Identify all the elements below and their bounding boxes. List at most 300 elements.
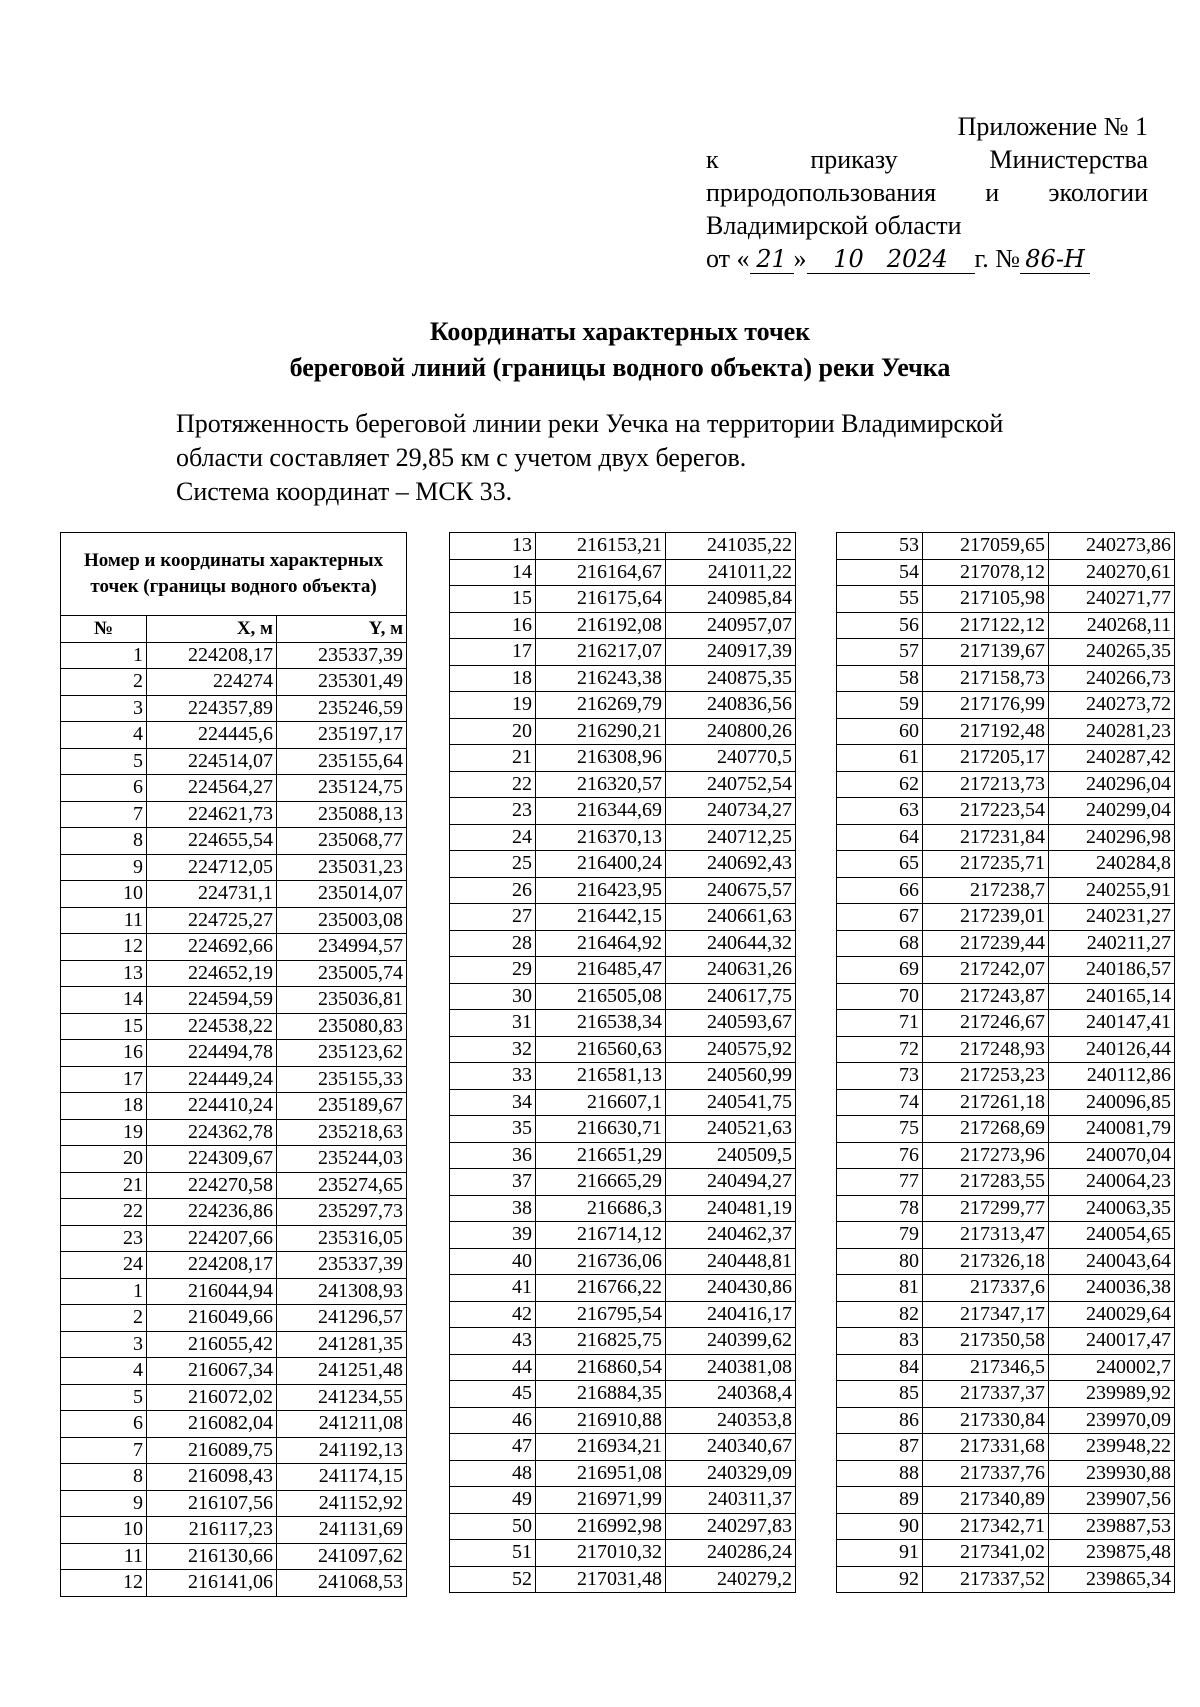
table-row [837,904,1175,931]
table-row [450,1328,796,1355]
point-number-cell: 30 [450,983,536,1010]
point-number-cell: 29 [450,957,536,984]
y-coordinate-cell: 235301,49 [277,669,407,696]
table-row [450,1222,796,1249]
table-row [837,745,1175,772]
x-coordinate-cell: 217158,73 [923,665,1049,692]
x-coordinate-cell: 216072,02 [147,1384,277,1411]
y-coordinate-cell: 240800,26 [666,718,796,745]
point-number-cell: 62 [837,771,923,798]
table-row [450,1540,796,1567]
x-coordinate-cell: 216117,23 [147,1517,277,1544]
point-number-cell: 60 [837,718,923,745]
table-row [61,1199,407,1226]
intro-line-2: области составляет 29,85 км с учетом двух берегов. [176,443,747,472]
point-number-cell: 18 [61,1093,147,1120]
point-number-cell: 59 [837,692,923,719]
table-row [450,559,796,586]
y-coordinate-cell: 234994,57 [277,934,407,961]
point-number-cell: 54 [837,559,923,586]
x-coordinate-cell: 216971,99 [536,1487,666,1514]
x-coordinate-cell: 216464,92 [536,930,666,957]
point-number-cell: 63 [837,798,923,825]
table-row [450,1036,796,1063]
x-coordinate-cell: 224207,66 [147,1225,277,1252]
table-row [450,1248,796,1275]
x-coordinate-cell: 216370,13 [536,824,666,851]
point-number-cell: 78 [837,1195,923,1222]
x-coordinate-cell: 217283,55 [923,1169,1049,1196]
table-row [837,559,1175,586]
y-coordinate-cell: 239989,92 [1049,1381,1175,1408]
x-coordinate-cell: 224208,17 [147,642,277,669]
point-number-cell: 37 [450,1169,536,1196]
table-row [837,1354,1175,1381]
x-coordinate-cell: 216067,34 [147,1358,277,1385]
table-row [450,877,796,904]
y-coordinate-cell: 240329,09 [666,1460,796,1487]
x-coordinate-cell: 216795,54 [536,1301,666,1328]
table-row [837,639,1175,666]
table-row [61,801,407,828]
table-row [837,1116,1175,1143]
x-coordinate-cell: 224514,07 [147,748,277,775]
point-number-cell: 2 [61,1305,147,1332]
date-month: 10 [833,245,864,273]
x-coordinate-cell: 224445,6 [147,722,277,749]
appendix-word: и [985,178,1000,207]
x-coordinate-cell: 224564,27 [147,775,277,802]
x-coordinate-cell: 224655,54 [147,828,277,855]
x-coordinate-cell: 224652,19 [147,960,277,987]
table-row [61,960,407,987]
table-row [61,1384,407,1411]
point-number-cell: 20 [450,718,536,745]
x-coordinate-cell: 217350,58 [923,1328,1049,1355]
x-coordinate-cell: 224621,73 [147,801,277,828]
point-number-cell: 4 [61,1358,147,1385]
x-coordinate-cell: 217326,18 [923,1248,1049,1275]
x-coordinate-cell: 217337,6 [923,1275,1049,1302]
table-row [450,798,796,825]
y-coordinate-cell: 240186,57 [1049,957,1175,984]
table-row [450,745,796,772]
table-row [450,639,796,666]
point-number-cell: 5 [61,748,147,775]
table-row [450,1142,796,1169]
y-coordinate-cell: 241296,57 [277,1305,407,1332]
x-coordinate-cell: 217331,68 [923,1434,1049,1461]
y-coordinate-cell: 240287,42 [1049,745,1175,772]
x-coordinate-cell: 216992,98 [536,1513,666,1540]
table-row [61,1331,407,1358]
appendix-word: экологии [1048,178,1148,207]
y-coordinate-cell: 240096,85 [1049,1089,1175,1116]
x-coordinate-cell: 224538,22 [147,1013,277,1040]
y-coordinate-cell: 241234,55 [277,1384,407,1411]
x-coordinate-cell: 224449,24 [147,1066,277,1093]
x-coordinate-cell: 216290,21 [536,718,666,745]
table-row [837,1142,1175,1169]
table-row [450,1513,796,1540]
x-coordinate-cell: 216192,08 [536,612,666,639]
y-coordinate-cell: 240521,63 [666,1116,796,1143]
point-number-cell: 5 [61,1384,147,1411]
point-number-cell: 46 [450,1407,536,1434]
y-coordinate-cell: 235123,62 [277,1040,407,1067]
table-row [450,1487,796,1514]
y-coordinate-cell: 235337,39 [277,642,407,669]
x-coordinate-cell: 216049,66 [147,1305,277,1332]
table-row [837,1169,1175,1196]
point-number-cell: 48 [450,1460,536,1487]
table-row [450,1063,796,1090]
point-number-cell: 28 [450,930,536,957]
point-number-cell: 4 [61,722,147,749]
x-coordinate-cell: 217261,18 [923,1089,1049,1116]
point-number-cell: 45 [450,1381,536,1408]
x-coordinate-cell: 216089,75 [147,1437,277,1464]
x-coordinate-cell: 216736,06 [536,1248,666,1275]
point-number-cell: 15 [61,1013,147,1040]
y-coordinate-cell: 240541,75 [666,1089,796,1116]
x-coordinate-cell: 216308,96 [536,745,666,772]
y-coordinate-cell: 240297,83 [666,1513,796,1540]
point-number-cell: 13 [450,533,536,560]
x-coordinate-cell: 224236,86 [147,1199,277,1226]
y-coordinate-cell: 241211,08 [277,1411,407,1438]
point-number-cell: 73 [837,1063,923,1090]
y-coordinate-cell: 240957,07 [666,612,796,639]
x-coordinate-cell: 216825,75 [536,1328,666,1355]
coordinates-table-2 [449,532,796,1593]
table-row [450,1381,796,1408]
x-coordinate-cell: 217242,07 [923,957,1049,984]
coordinates-table-1 [60,532,407,1597]
table-row [837,1248,1175,1275]
point-number-cell: 19 [61,1119,147,1146]
table-row [61,1358,407,1385]
y-coordinate-cell: 241097,62 [277,1543,407,1570]
x-coordinate-cell: 217235,71 [923,851,1049,878]
x-coordinate-cell: 216951,08 [536,1460,666,1487]
x-coordinate-cell: 216934,21 [536,1434,666,1461]
table-row [837,1513,1175,1540]
table-row [837,851,1175,878]
x-coordinate-cell: 217243,87 [923,983,1049,1010]
table-caption-row [61,533,407,616]
y-coordinate-cell: 240353,8 [666,1407,796,1434]
y-coordinate-cell: 240675,57 [666,877,796,904]
y-coordinate-cell: 240064,23 [1049,1169,1175,1196]
x-coordinate-cell: 216860,54 [536,1354,666,1381]
y-coordinate-cell: 235297,73 [277,1199,407,1226]
y-coordinate-cell: 239948,22 [1049,1434,1175,1461]
y-coordinate-cell: 241174,15 [277,1464,407,1491]
y-coordinate-cell: 240043,64 [1049,1248,1175,1275]
y-coordinate-cell: 235155,33 [277,1066,407,1093]
y-coordinate-cell: 235155,64 [277,748,407,775]
x-coordinate-cell: 217239,01 [923,904,1049,931]
x-coordinate-cell: 217176,99 [923,692,1049,719]
x-coordinate-cell: 217238,7 [923,877,1049,904]
table-row [450,1010,796,1037]
point-number-cell: 52 [450,1566,536,1593]
table-row [61,1570,407,1597]
x-coordinate-cell: 216442,15 [536,904,666,931]
x-coordinate-cell: 216107,56 [147,1490,277,1517]
point-number-cell: 31 [450,1010,536,1037]
x-coordinate-cell: 224357,89 [147,695,277,722]
point-number-cell: 23 [61,1225,147,1252]
table-row [837,1275,1175,1302]
y-coordinate-cell: 240017,47 [1049,1328,1175,1355]
x-coordinate-cell: 216766,22 [536,1275,666,1302]
y-coordinate-cell: 240063,35 [1049,1195,1175,1222]
order-number-prefix: г. № [974,244,1021,273]
table-row [61,1305,407,1332]
x-coordinate-cell: 217248,93 [923,1036,1049,1063]
y-coordinate-cell: 240430,86 [666,1275,796,1302]
x-coordinate-cell: 217139,67 [923,639,1049,666]
point-number-cell: 3 [61,1331,147,1358]
point-number-cell: 3 [61,695,147,722]
x-coordinate-cell: 217340,89 [923,1487,1049,1514]
x-coordinate-cell: 217273,96 [923,1142,1049,1169]
point-number-cell: 6 [61,775,147,802]
x-coordinate-cell: 217347,17 [923,1301,1049,1328]
point-number-cell: 57 [837,639,923,666]
appendix-word: Министерства [989,145,1149,174]
y-coordinate-cell: 240692,43 [666,851,796,878]
y-coordinate-cell: 240147,41 [1049,1010,1175,1037]
x-coordinate-cell: 224731,1 [147,881,277,908]
table-row [450,718,796,745]
y-coordinate-cell: 241281,35 [277,1331,407,1358]
point-number-cell: 16 [450,612,536,639]
x-coordinate-cell: 224362,78 [147,1119,277,1146]
table-row [837,1540,1175,1567]
x-coordinate-cell: 216044,94 [147,1278,277,1305]
y-coordinate-cell: 240560,99 [666,1063,796,1090]
table-row [61,1093,407,1120]
table-row [450,665,796,692]
table-header-row [61,616,407,643]
table-row [450,1116,796,1143]
y-coordinate-cell: 240917,39 [666,639,796,666]
y-coordinate-cell: 241011,22 [666,559,796,586]
point-number-cell: 82 [837,1301,923,1328]
point-number-cell: 10 [61,881,147,908]
table-row [450,1566,796,1593]
x-coordinate-cell: 217253,23 [923,1063,1049,1090]
date-prefix: от « [706,244,750,273]
appendix-line-3 [706,176,1148,209]
table-row [837,957,1175,984]
y-coordinate-cell: 235080,83 [277,1013,407,1040]
point-number-cell: 1 [61,642,147,669]
point-number-cell: 33 [450,1063,536,1090]
y-coordinate-cell: 235005,74 [277,960,407,987]
point-number-cell: 24 [450,824,536,851]
table-row [837,1487,1175,1514]
x-coordinate-cell: 217031,48 [536,1566,666,1593]
point-number-cell: 24 [61,1252,147,1279]
x-coordinate-cell: 224725,27 [147,907,277,934]
table-row [837,1460,1175,1487]
point-number-cell: 17 [61,1066,147,1093]
table-row [61,1013,407,1040]
x-coordinate-cell: 224309,67 [147,1146,277,1173]
point-number-cell: 55 [837,586,923,613]
table-row [61,669,407,696]
y-coordinate-cell: 240712,25 [666,824,796,851]
appendix-date-line [706,242,1148,275]
point-number-cell: 23 [450,798,536,825]
point-number-cell: 14 [61,987,147,1014]
y-coordinate-cell: 241131,69 [277,1517,407,1544]
y-coordinate-cell: 240296,98 [1049,824,1175,851]
table-row [61,775,407,802]
y-coordinate-cell: 240311,37 [666,1487,796,1514]
y-coordinate-cell: 235014,07 [277,881,407,908]
y-coordinate-cell: 240054,65 [1049,1222,1175,1249]
y-coordinate-cell: 240509,5 [666,1142,796,1169]
table-row [837,1407,1175,1434]
y-coordinate-cell: 240381,08 [666,1354,796,1381]
table-row [837,1222,1175,1249]
y-coordinate-cell: 240266,73 [1049,665,1175,692]
point-number-cell: 92 [837,1566,923,1593]
table-row [61,642,407,669]
y-coordinate-cell: 235068,77 [277,828,407,855]
x-coordinate-cell: 217346,5 [923,1354,1049,1381]
table-row [450,851,796,878]
point-number-cell: 70 [837,983,923,1010]
table-row [837,1036,1175,1063]
point-number-cell: 8 [61,828,147,855]
point-number-cell: 66 [837,877,923,904]
appendix-word: природопользования [706,178,937,207]
point-number-cell: 12 [61,934,147,961]
point-number-cell: 14 [450,559,536,586]
x-coordinate-cell: 216607,1 [536,1089,666,1116]
date-month-year [807,245,975,274]
table-row [450,1275,796,1302]
table-row [61,748,407,775]
table-row [61,695,407,722]
table-row [450,1460,796,1487]
point-number-cell: 20 [61,1146,147,1173]
table-row [450,824,796,851]
x-coordinate-cell: 216485,47 [536,957,666,984]
point-number-cell: 41 [450,1275,536,1302]
table-row [837,1010,1175,1037]
appendix-header [706,110,1148,275]
y-coordinate-cell: 240081,79 [1049,1116,1175,1143]
title-line-1: Координаты характерных точек [429,317,811,346]
x-coordinate-cell: 217213,73 [923,771,1049,798]
table-row [61,1119,407,1146]
y-coordinate-cell: 235124,75 [277,775,407,802]
y-coordinate-cell: 235337,39 [277,1252,407,1279]
point-number-cell: 12 [61,1570,147,1597]
point-number-cell: 50 [450,1513,536,1540]
table-row [61,854,407,881]
table-row [61,1278,407,1305]
point-number-cell: 1 [61,1278,147,1305]
point-number-cell: 11 [61,907,147,934]
point-number-cell: 64 [837,824,923,851]
x-coordinate-cell: 224712,05 [147,854,277,881]
x-coordinate-cell: 216243,38 [536,665,666,692]
x-coordinate-cell: 216141,06 [147,1570,277,1597]
appendix-line-2 [706,143,1148,176]
point-number-cell: 83 [837,1328,923,1355]
y-coordinate-cell: 240481,19 [666,1195,796,1222]
table-row [61,987,407,1014]
y-coordinate-cell: 239865,34 [1049,1566,1175,1593]
point-number-cell: 9 [61,1490,147,1517]
x-coordinate-cell: 217223,54 [923,798,1049,825]
point-number-cell: 71 [837,1010,923,1037]
y-coordinate-cell: 240399,62 [666,1328,796,1355]
point-number-cell: 22 [61,1199,147,1226]
point-number-cell: 72 [837,1036,923,1063]
point-number-cell: 53 [837,533,923,560]
x-coordinate-cell: 224208,17 [147,1252,277,1279]
x-coordinate-cell: 217105,98 [923,586,1049,613]
table-row [61,828,407,855]
point-number-cell: 67 [837,904,923,931]
y-coordinate-cell: 240734,27 [666,798,796,825]
table-row [837,1566,1175,1593]
intro-line-3: Система координат – МСК 33. [176,477,513,506]
y-coordinate-cell: 240416,17 [666,1301,796,1328]
y-coordinate-cell: 240112,86 [1049,1063,1175,1090]
order-number: 86-Н [1020,245,1090,274]
table-row [837,771,1175,798]
point-number-cell: 9 [61,854,147,881]
coordinates-table-3 [836,532,1175,1593]
column-header-number: № [61,616,147,643]
table-row [450,1089,796,1116]
table-row [61,1225,407,1252]
table-row [450,904,796,931]
y-coordinate-cell: 240617,75 [666,983,796,1010]
date-year: 2024 [886,245,948,273]
table-row [450,1354,796,1381]
table-row [61,881,407,908]
point-number-cell: 19 [450,692,536,719]
table-row [61,1066,407,1093]
point-number-cell: 16 [61,1040,147,1067]
intro-line-1: Протяженность береговой линии реки Уечка на территории Владимирской [176,409,1004,438]
point-number-cell: 44 [450,1354,536,1381]
title-line-2: береговой линий (границы водного объекта) реки Уечка [289,353,951,382]
x-coordinate-cell: 217341,02 [923,1540,1049,1567]
table-row [450,612,796,639]
y-coordinate-cell: 240270,61 [1049,559,1175,586]
x-coordinate-cell: 224410,24 [147,1093,277,1120]
point-number-cell: 91 [837,1540,923,1567]
y-coordinate-cell: 235197,17 [277,722,407,749]
point-number-cell: 34 [450,1089,536,1116]
y-coordinate-cell: 240368,4 [666,1381,796,1408]
table-row [837,1328,1175,1355]
table-row [837,1381,1175,1408]
table-row [837,798,1175,825]
